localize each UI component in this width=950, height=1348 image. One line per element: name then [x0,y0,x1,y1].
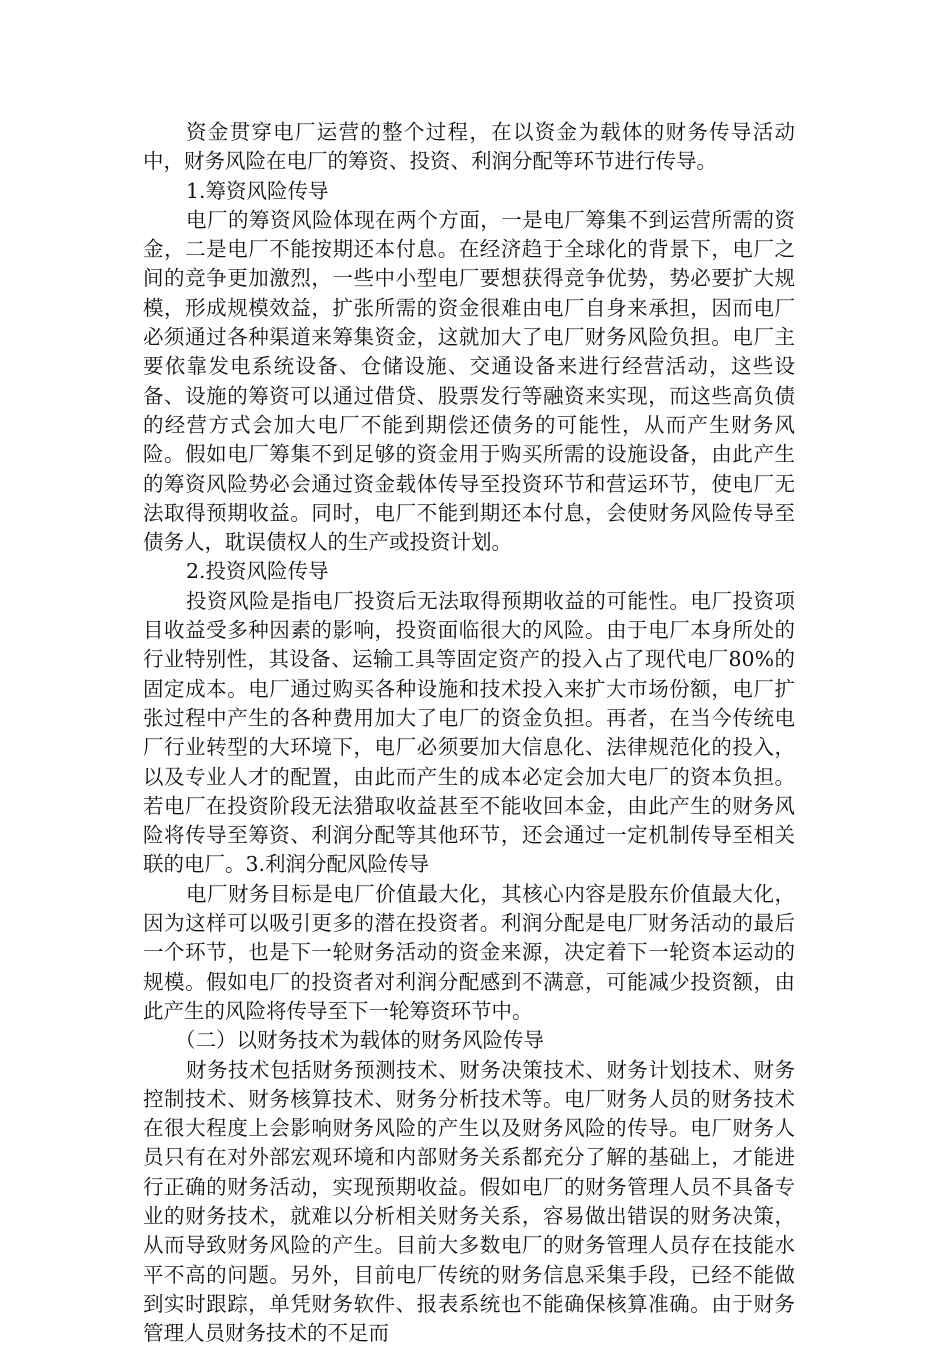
body-paragraph: 资金贯穿电厂运营的整个过程，在以资金为载体的财务传导活动中，财务风险在电厂的筹资、投资、利润分配等环节进行传导。 [143,118,795,177]
body-paragraph: 电厂的筹资风险体现在两个方面，一是电厂筹集不到运营所需的资金，二是电厂不能按期还本付息。在经济趋于全球化的背景下，电厂之间的竞争更加激烈，一些中小型电厂要想获得竞争优势，势必要扩大规模，形成规模效益，扩张所需的资金很难由电厂自身来承担，因而电厂必须通过各种渠道来筹集资金，这就加大了电厂财务风险负担。电厂主要依靠发电系统设备、仓储设施、交通设备来进行经营活动，这些设备、设施的筹资可以通过借贷、股票发行等融资来实现，而这些高负债的经营方式会加大电厂不能到期偿还债务的可能性，从而产生财务风险。假如电厂筹集不到足够的资金用于购买所需的设施设备，由此产生的筹资风险势必会通过资金载体传导至投资环节和营运环节，使电厂无法取得预期收益。同时，电厂不能到期还本付息，会使财务风险传导至债务人，耽误债权人的生产或投资计划。 [143,206,795,558]
body-paragraph: 投资风险是指电厂投资后无法取得预期收益的可能性。电厂投资项目收益受多种因素的影响，投资面临很大的风险。由于电厂本身所处的行业特别性，其设备、运输工具等固定资产的投入占了现代电厂80%的固定成本。电厂通过购买各种设施和技术投入来扩大市场份额，电厂扩张过程中产生的各种费用加大了电厂的资金负担。再者，在当今传统电厂行业转型的大环境下，电厂必须要加大信息化、法律规范化的投入，以及专业人才的配置，由此而产生的成本必定会加大电厂的资本负担。若电厂在投资阶段无法猎取收益甚至不能收回本金，由此产生的财务风险将传导至筹资、利润分配等其他环节，还会通过一定机制传导至相关联的电厂。3.利润分配风险传导 [143,587,795,880]
body-paragraph: 财务技术包括财务预测技术、财务决策技术、财务计划技术、财务控制技术、财务核算技术、财务分析技术等。电厂财务人员的财务技术在很大程度上会影响财务风险的产生以及财务风险的传导。电厂财务人员只有在对外部宏观环境和内部财务关系都充分了解的基础上，才能进行正确的财务活动，实现预期收益。假如电厂的财务管理人员不具备专业的财务技术，就难以分析相关财务关系，容易做出错误的财务决策，从而导致财务风险的产生。目前大多数电厂的财务管理人员存在技能水平不高的问题。另外，目前电厂传统的财务信息采集手段，已经不能做到实时跟踪，单凭财务软件、报表系统也不能确保核算准确。由于财务管理人员财务技术的不足而 [143,1056,795,1348]
section-heading-financial-technology: （二）以财务技术为载体的财务风险传导 [143,1026,795,1055]
section-heading-financing-risk: 1.筹资风险传导 [143,177,795,206]
body-paragraph: 电厂财务目标是电厂价值最大化，其核心内容是股东价值最大化，因为这样可以吸引更多的潜在投资者。利润分配是电厂财务活动的最后一个环节，也是下一轮财务活动的资金来源，决定着下一轮资本运动的规模。假如电厂的投资者对利润分配感到不满意，可能减少投资额，由此产生的风险将传导至下一轮筹资环节中。 [143,880,795,1026]
document-page [143,118,795,1348]
section-heading-investment-risk: 2.投资风险传导 [143,557,795,586]
